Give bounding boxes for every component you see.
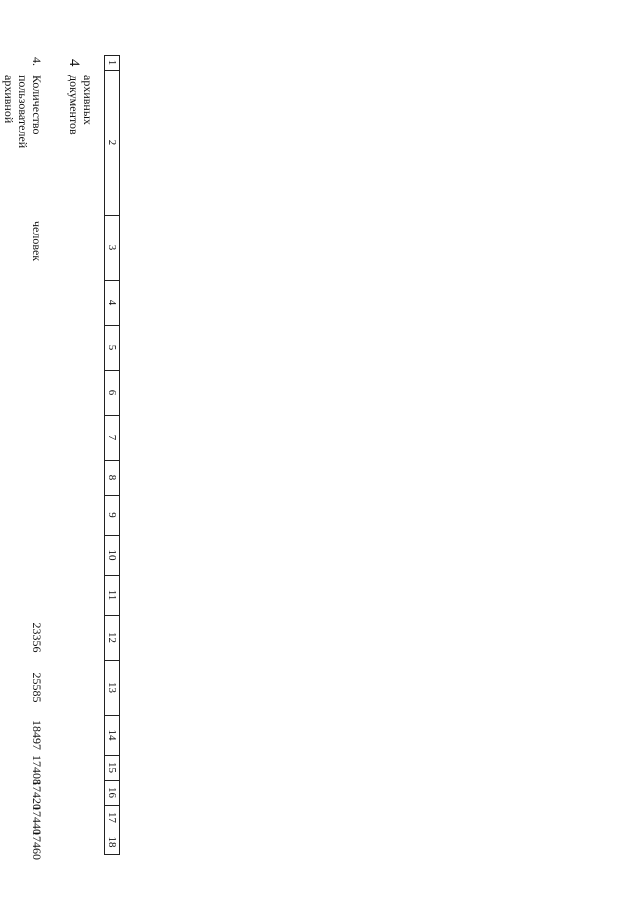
row-users-name: Количество пользователей архивной [1,75,44,149]
column-number-1: 1 [106,59,118,66]
row-users-value-18: 17460 [30,830,44,860]
column-number-14: 14 [106,729,118,741]
row-users-value-16: 17420 [30,780,44,810]
row-users-unit: человек [30,221,44,262]
header-divider [104,854,120,855]
column-number-16: 16 [106,787,118,798]
row-archive-docs-cont-name: архивных документов [66,75,95,135]
row-users-value-15: 17408 [30,755,44,785]
column-number-11: 11 [106,589,118,601]
indicator-table [0,55,120,860]
column-number-17: 17 [106,812,118,823]
page-number: 4 [66,59,82,67]
row-users-value-17: 17440 [30,805,44,835]
column-number-12: 12 [106,632,118,643]
column-number-7: 7 [106,434,118,441]
row-users-value-13: 25585 [30,672,44,703]
column-number-4: 4 [106,299,118,306]
column-number-2: 2 [106,139,118,146]
column-number-5: 5 [106,344,118,351]
row-users-number: 4. [30,57,44,66]
column-number-10: 10 [106,549,118,561]
column-number-9: 9 [106,512,118,518]
column-number-8: 8 [106,474,118,481]
row-users-value-12: 23356 [30,622,44,653]
column-number-6: 6 [106,389,118,396]
column-number-18: 18 [106,836,118,848]
table-top-rule [119,55,120,855]
column-number-13: 13 [106,682,118,693]
column-number-3: 3 [106,244,118,251]
column-number-15: 15 [106,762,118,773]
row-users-value-14: 18497 [30,720,44,750]
